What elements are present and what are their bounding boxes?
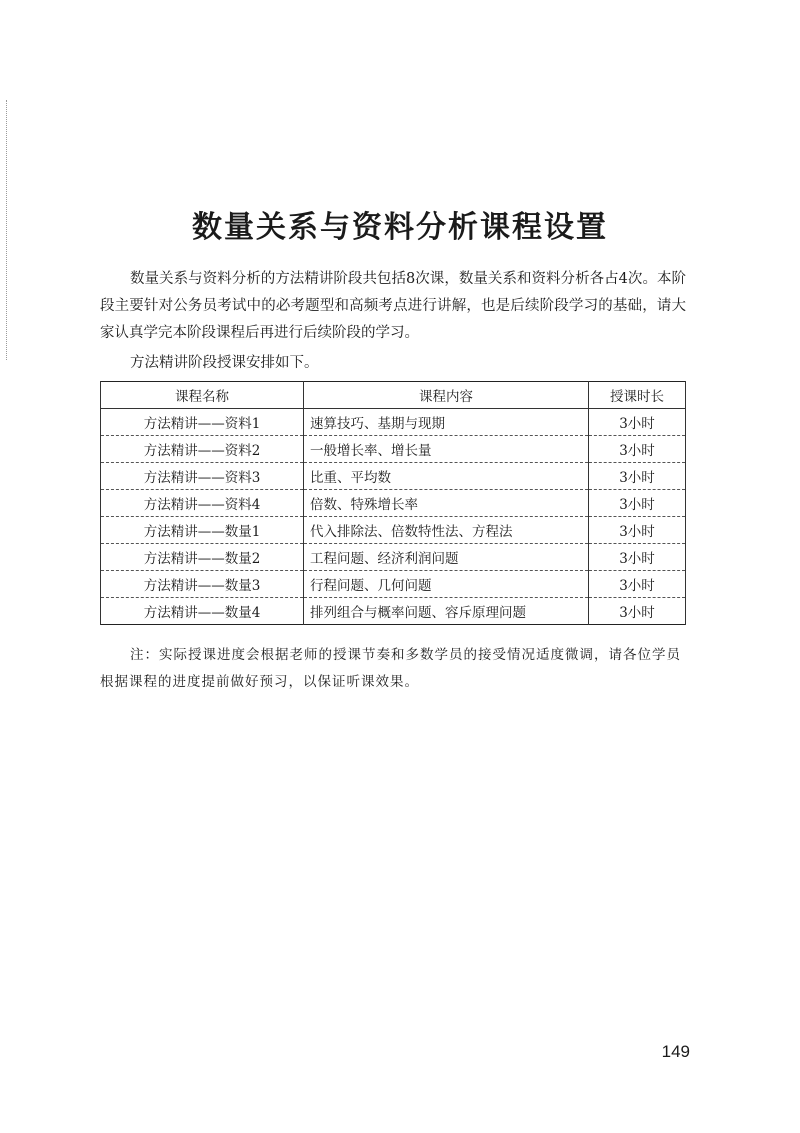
header-course-name: 课程名称 xyxy=(101,382,304,409)
table-header-row xyxy=(101,382,686,409)
course-hours-cell: 3小时 xyxy=(589,544,686,571)
course-name-cell: 方法精讲——数量3 xyxy=(101,571,304,598)
course-name-cell: 方法精讲——资料3 xyxy=(101,463,304,490)
page-title: 数量关系与资料分析课程设置 xyxy=(192,210,608,246)
table-row xyxy=(101,544,686,571)
table-row xyxy=(101,463,686,490)
course-name-cell: 方法精讲——数量1 xyxy=(101,517,304,544)
header-course-hours: 授课时长 xyxy=(589,382,686,409)
page-number: 149 xyxy=(661,1042,690,1061)
course-content-cell: 代入排除法、倍数特性法、方程法 xyxy=(304,517,589,544)
course-content-cell: 速算技巧、基期与现期 xyxy=(304,409,589,436)
table-row xyxy=(101,598,686,625)
course-content-cell: 排列组合与概率问题、容斥原理问题 xyxy=(304,598,589,625)
course-hours-cell: 3小时 xyxy=(589,436,686,463)
course-content-cell: 倍数、特殊增长率 xyxy=(304,490,589,517)
course-hours-cell: 3小时 xyxy=(589,463,686,490)
course-name-cell: 方法精讲——数量4 xyxy=(101,598,304,625)
course-name-cell: 方法精讲——资料4 xyxy=(101,490,304,517)
course-hours-cell: 3小时 xyxy=(589,517,686,544)
course-hours-cell: 3小时 xyxy=(589,571,686,598)
table-row xyxy=(101,517,686,544)
course-name-cell: 方法精讲——资料1 xyxy=(101,409,304,436)
table-row xyxy=(101,436,686,463)
header-course-content: 课程内容 xyxy=(304,382,589,409)
course-name-cell: 方法精讲——资料2 xyxy=(101,436,304,463)
intro-paragraph: 数量关系与资料分析的方法精讲阶段共包括8次课，数量关系和资料分析各占4次。本阶段主要针对公务员考试中的必考题型和高频考点进行讲解，也是后续阶段学习的基础，请大家认真学完本阶段课程后再进行后续阶段的学习。 xyxy=(100,271,686,341)
schedule-note: 注：实际授课进度会根据老师的授课节奏和多数学员的接受情况适度微调，请各位学员根据课程的进度提前做好预习，以保证听课效果。 xyxy=(100,647,681,690)
table-caption: 方法精讲阶段授课安排如下。 xyxy=(130,355,319,371)
course-name-cell: 方法精讲——数量2 xyxy=(101,544,304,571)
table-row xyxy=(101,490,686,517)
course-content-cell: 行程问题、几何问题 xyxy=(304,571,589,598)
course-schedule-table xyxy=(100,381,686,625)
course-hours-cell: 3小时 xyxy=(589,598,686,625)
table-row xyxy=(101,409,686,436)
course-content-cell: 工程问题、经济利润问题 xyxy=(304,544,589,571)
course-content-cell: 一般增长率、增长量 xyxy=(304,436,589,463)
course-hours-cell: 3小时 xyxy=(589,409,686,436)
course-content-cell: 比重、平均数 xyxy=(304,463,589,490)
table-row xyxy=(101,571,686,598)
course-hours-cell: 3小时 xyxy=(589,490,686,517)
